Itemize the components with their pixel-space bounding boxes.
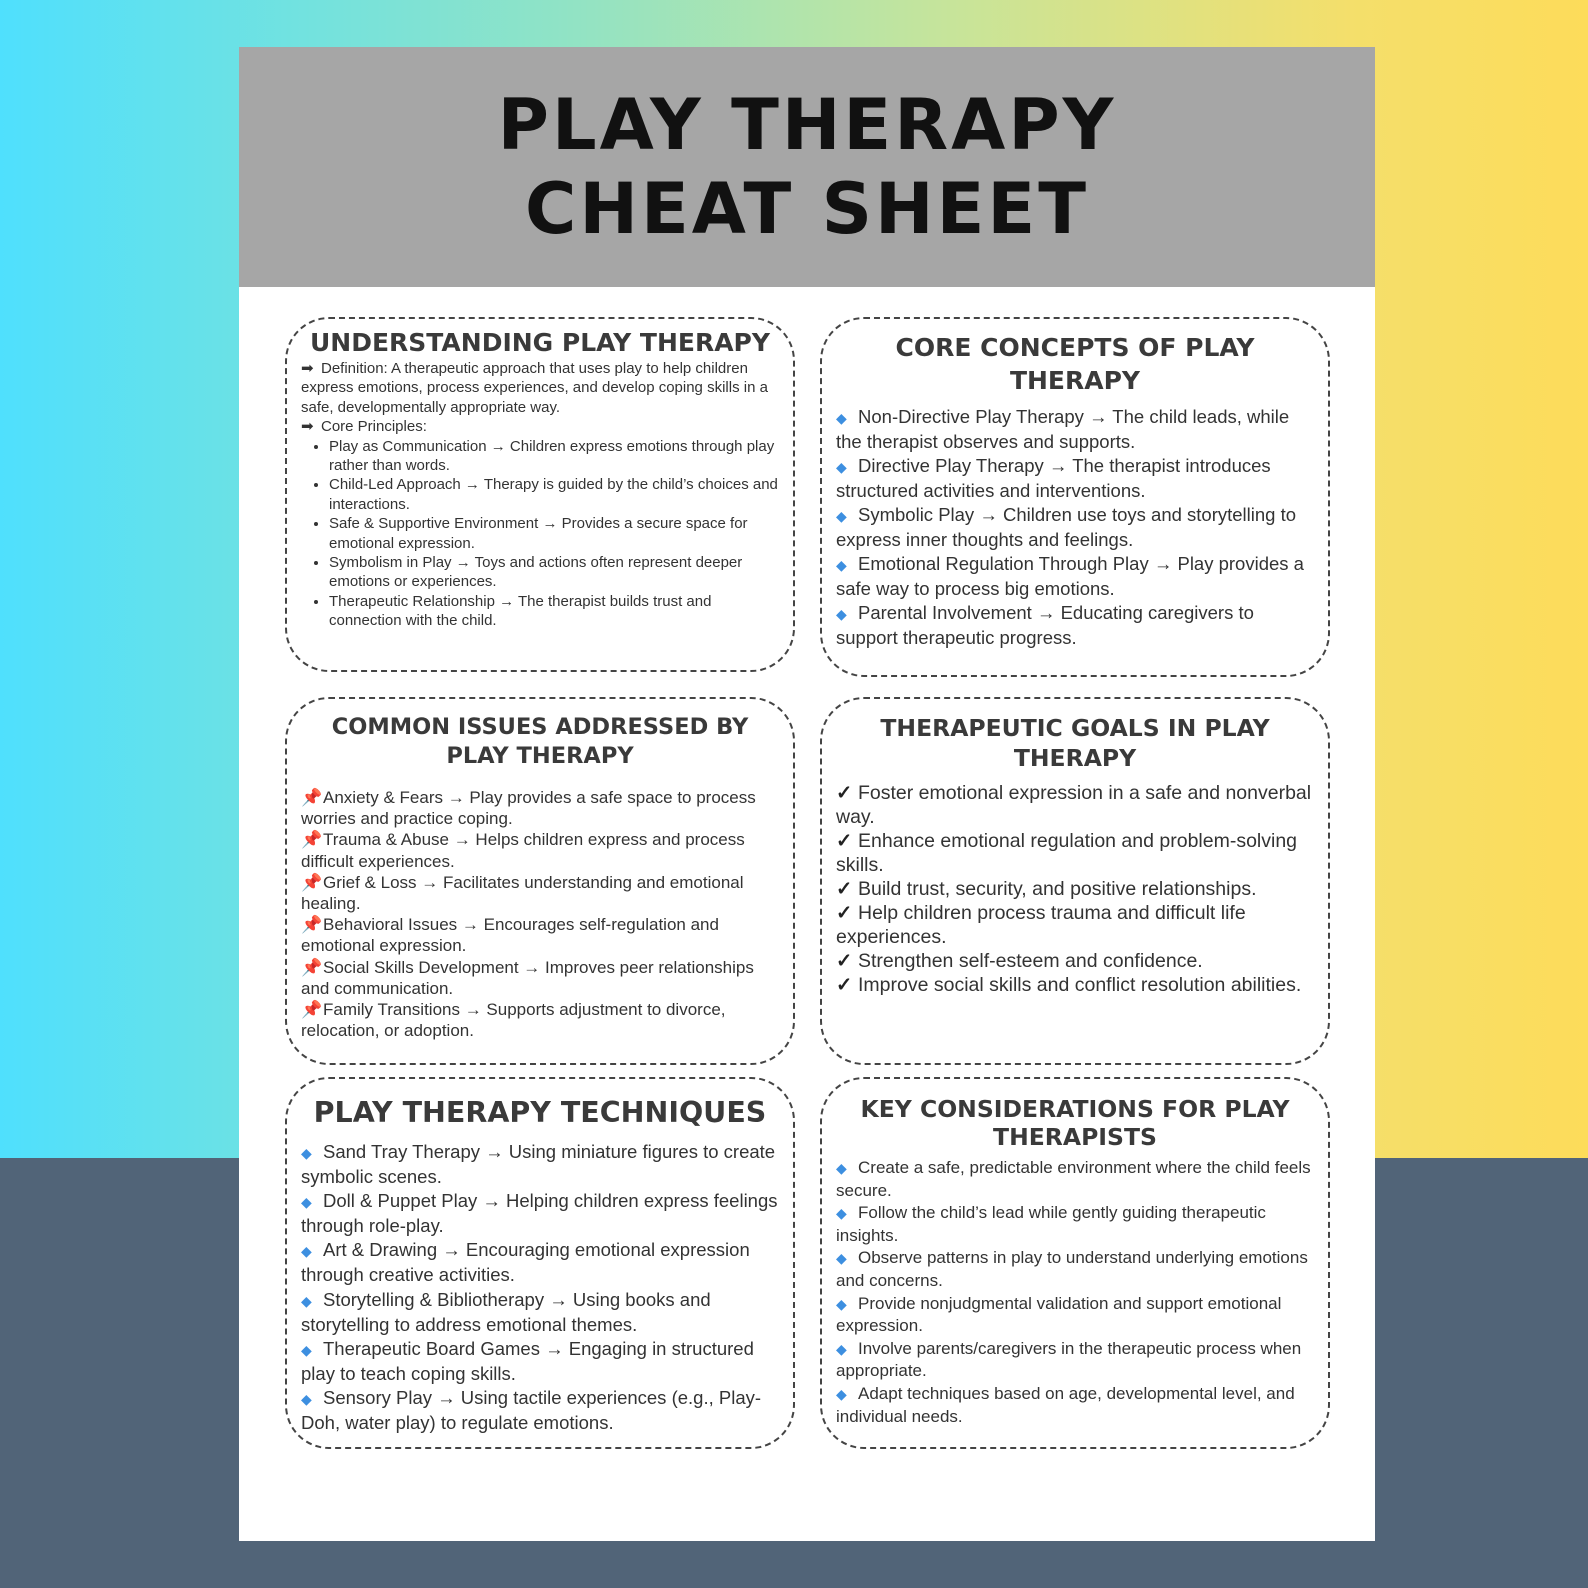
goals-heading: THERAPEUTIC GOALS IN PLAY THERAPY: [880, 714, 1270, 772]
checkmark-icon: ✓: [836, 902, 853, 924]
item-text: Follow the child’s lead while gently guiding therapeutic insights.: [836, 1203, 1266, 1245]
understanding-body: [301, 359, 779, 631]
list-item: [836, 781, 1314, 829]
checkmark-icon: ✓: [836, 950, 853, 972]
techniques-card: [285, 1077, 795, 1449]
blue-diamond-icon: ◆: [836, 1160, 847, 1176]
list-item: [836, 949, 1314, 973]
core-concepts-heading: CORE CONCEPTS OF PLAY THERAPY: [895, 333, 1255, 395]
item-text: Non-Directive Play Therapy → The child leads, while the therapist observes and supports.: [836, 406, 1290, 452]
list-item: [301, 829, 779, 871]
list-item: [301, 787, 779, 829]
list-item: [301, 1337, 779, 1386]
item-text: Provide nonjudgmental validation and support emotional expression.: [836, 1293, 1282, 1336]
goals-body: [836, 781, 1314, 997]
pushpin-icon: 📌: [301, 957, 323, 977]
list-item: [301, 914, 779, 956]
list-item: [836, 1338, 1314, 1383]
list-item: [301, 957, 779, 999]
item-text: Family Transitions → Supports adjustment to divorce, relocation, or adoption.: [301, 1000, 726, 1041]
blue-diamond-icon: ◆: [836, 557, 847, 573]
blue-diamond-icon: ◆: [836, 410, 847, 426]
title-banner: [239, 47, 1375, 287]
list-item: [836, 503, 1314, 552]
list-item: [836, 1293, 1314, 1338]
item-text: Adapt techniques based on age, developmental level, and individual needs.: [836, 1383, 1295, 1426]
understanding-heading: UNDERSTANDING PLAY THERAPY: [310, 328, 770, 357]
blue-diamond-icon: ◆: [301, 1341, 312, 1358]
list-item: [836, 1157, 1314, 1202]
item-text: Social Skills Development → Improves peer relationships and communication.: [301, 957, 754, 998]
item-text: Help children process trauma and difficult life experiences.: [836, 902, 1246, 948]
list-item: [301, 1288, 779, 1337]
title-line-2: CHEAT SHEET: [524, 168, 1089, 250]
list-item: [836, 1383, 1314, 1428]
blue-diamond-icon: ◆: [301, 1145, 312, 1161]
blue-diamond-icon: ◆: [836, 1340, 847, 1357]
item-text: Sensory Play → Using tactile experiences (e.g., Play-Doh, water play) to regulate emotions.: [301, 1386, 762, 1434]
right-arrow-icon: ➡: [301, 360, 314, 377]
goals-card: [820, 697, 1330, 1065]
pushpin-icon: 📌: [301, 872, 323, 892]
core-concepts-body: [836, 405, 1314, 650]
checkmark-icon: ✓: [836, 782, 853, 804]
item-text: Symbolic Play → Children use toys and storytelling to express inner thoughts and feelings.: [836, 504, 1297, 550]
right-arrow-icon: ➡: [301, 418, 314, 436]
blue-diamond-icon: ◆: [836, 459, 847, 475]
blue-diamond-icon: ◆: [836, 1250, 847, 1267]
item-text: Foster emotional expression in a safe and nonverbal way.: [836, 782, 1312, 828]
common-issues-heading: COMMON ISSUES ADDRESSED BY PLAY THERAPY: [331, 714, 749, 769]
item-text: Directive Play Therapy → The therapist introduces structured activities and interventions.: [836, 455, 1271, 501]
list-item: [301, 1238, 779, 1287]
principles-label-line: [301, 417, 779, 436]
blue-diamond-icon: ◆: [836, 508, 847, 524]
item-text: Enhance emotional regulation and problem-solving skills.: [836, 830, 1298, 876]
common-issues-body: [301, 787, 779, 1041]
item-text: Emotional Regulation Through Play → Play provides a safe way to process big emotions.: [836, 553, 1304, 599]
list-item: [836, 601, 1314, 650]
checkmark-icon: ✓: [836, 878, 853, 900]
item-text: Parental Involvement → Educating caregivers to support therapeutic progress.: [836, 602, 1254, 648]
common-issues-card: [285, 697, 795, 1065]
list-item: [836, 877, 1314, 901]
list-item: [301, 1189, 779, 1238]
list-item: [836, 1247, 1314, 1292]
item-text: Art & Drawing → Encouraging emotional expression through creative activities.: [301, 1239, 750, 1286]
list-item: • Therapeutic Relationship → The therapist builds trust and connection with the child.: [329, 592, 779, 631]
item-text: Storytelling & Bibliotherapy → Using books and storytelling to address emotional themes.: [301, 1288, 711, 1335]
checkmark-icon: ✓: [836, 830, 853, 852]
list-item: • Safe & Supportive Environment → Provides a secure space for emotional expression.: [329, 514, 779, 553]
list-item: • Symbolism in Play → Toys and actions often represent deeper emotions or experiences.: [329, 553, 779, 592]
list-item: • Child-Led Approach → Therapy is guided by the child’s choices and interactions.: [329, 475, 779, 514]
blue-diamond-icon: ◆: [836, 1205, 847, 1222]
pushpin-icon: 📌: [301, 1000, 323, 1020]
item-text: Involve parents/caregivers in the therapeutic process when appropriate.: [836, 1338, 1302, 1381]
understanding-card: [285, 317, 795, 672]
blue-diamond-icon: ◆: [836, 1385, 847, 1402]
item-text: Build trust, security, and positive relationships.: [858, 878, 1257, 900]
blue-diamond-icon: ◆: [836, 1295, 847, 1312]
blue-diamond-icon: ◆: [301, 1390, 312, 1407]
blue-diamond-icon: ◆: [301, 1194, 312, 1211]
list-item: [301, 1140, 779, 1189]
considerations-body: [836, 1157, 1314, 1428]
title-line-1: PLAY THERAPY: [497, 84, 1117, 166]
definition-text: Definition: A therapeutic approach that uses play to help children express emotions, process experiences, and develop coping skills in a safe, developmentally appropriate way.: [301, 360, 768, 416]
item-text: Sand Tray Therapy → Using miniature figures to create symbolic scenes.: [301, 1141, 776, 1188]
item-text: Observe patterns in play to understand underlying emotions and concerns.: [836, 1248, 1308, 1290]
core-concepts-card: [820, 317, 1330, 677]
considerations-heading: KEY CONSIDERATIONS FOR PLAY THERAPISTS: [860, 1095, 1290, 1151]
techniques-heading: PLAY THERAPY TECHNIQUES: [313, 1096, 767, 1129]
pushpin-icon: 📌: [301, 788, 323, 807]
cheat-sheet-page: [239, 47, 1375, 1541]
list-item: [836, 829, 1314, 877]
item-text: Therapeutic Board Games → Engaging in structured play to teach coping skills.: [301, 1337, 754, 1384]
considerations-card: [820, 1077, 1330, 1449]
list-item: [836, 901, 1314, 949]
item-text: Create a safe, predictable environment where the child feels secure.: [836, 1158, 1311, 1200]
item-text: Behavioral Issues → Encourages self-regulation and emotional expression.: [301, 915, 719, 956]
techniques-body: [301, 1140, 779, 1435]
principles-list: [301, 437, 779, 631]
pushpin-icon: 📌: [301, 830, 323, 850]
item-text: Grief & Loss → Facilitates understanding and emotional healing.: [301, 872, 744, 914]
definition-line: [301, 359, 779, 417]
list-item: [301, 872, 779, 914]
blue-diamond-icon: ◆: [836, 606, 847, 622]
principles-label: Core Principles:: [321, 418, 427, 436]
list-item: [836, 454, 1314, 503]
list-item: [836, 1202, 1314, 1247]
item-text: Anxiety & Fears → Play provides a safe space to process worries and practice coping.: [301, 788, 756, 829]
item-text: Doll & Puppet Play → Helping children express feelings through role-play.: [301, 1190, 778, 1237]
list-item: [836, 405, 1314, 454]
list-item: [301, 999, 779, 1041]
pushpin-icon: 📌: [301, 915, 323, 935]
checkmark-icon: ✓: [836, 974, 853, 996]
list-item: [836, 973, 1314, 997]
list-item: [301, 1386, 779, 1435]
item-text: Improve social skills and conflict resolution abilities.: [858, 974, 1302, 996]
item-text: Strengthen self-esteem and confidence.: [858, 950, 1203, 972]
item-text: Trauma & Abuse → Helps children express and process difficult experiences.: [301, 830, 745, 871]
list-item: [836, 552, 1314, 601]
blue-diamond-icon: ◆: [301, 1292, 312, 1309]
blue-diamond-icon: ◆: [301, 1243, 312, 1260]
list-item: • Play as Communication → Children express emotions through play rather than words.: [329, 437, 779, 476]
